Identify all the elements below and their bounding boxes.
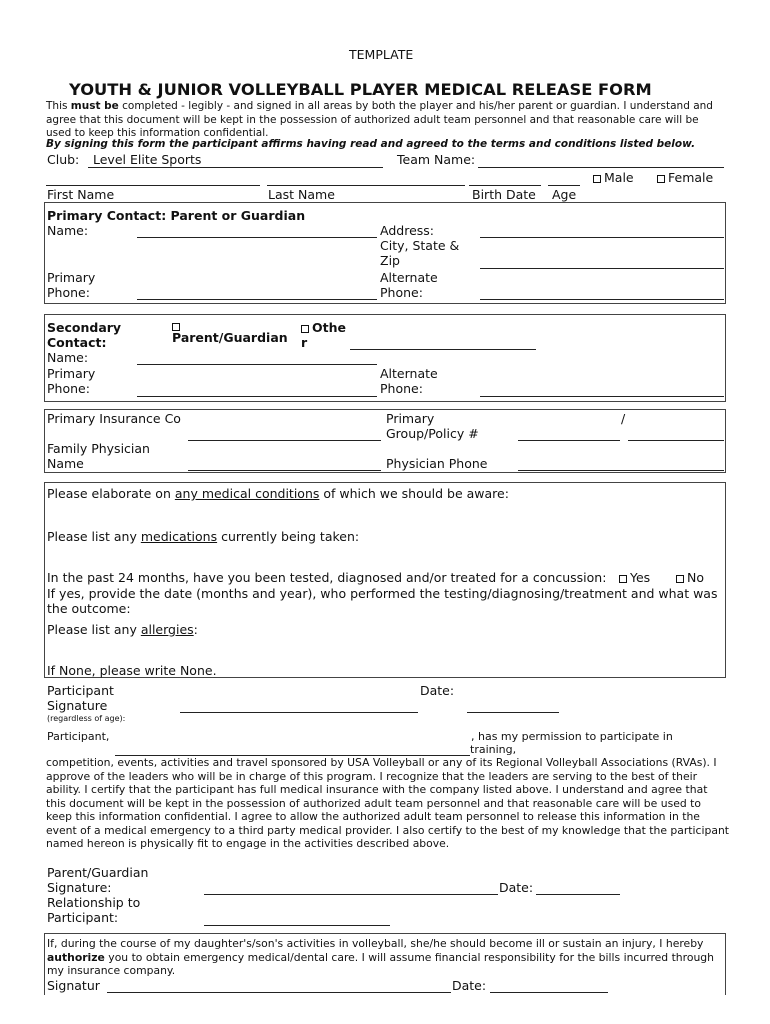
guardian-signature-label: Parent/Guardian xyxy=(47,865,149,880)
secondary-name-field[interactable] xyxy=(137,364,377,365)
concussion-no-checkbox[interactable] xyxy=(676,575,684,583)
guardian-signature-label-2: Signature: xyxy=(47,880,112,895)
address-field[interactable] xyxy=(480,237,724,238)
secondary-name-label: Name: xyxy=(47,350,89,365)
first-name-field[interactable] xyxy=(46,185,260,186)
club-label: Club: xyxy=(47,152,80,167)
template-label: TEMPLATE xyxy=(349,47,414,62)
concussion-followup: If yes, provide the date (months and year), who performed the testing/diagnosing/treatment and what was the outcome: xyxy=(47,586,718,616)
age-label: Age xyxy=(552,187,577,202)
guardian-date-field[interactable] xyxy=(536,894,620,895)
emergency-date-field[interactable] xyxy=(490,992,608,993)
concussion-yes-option[interactable]: Yes xyxy=(619,570,650,585)
signature-age-note: (regardless of age): xyxy=(47,714,126,723)
permission-participant-label: Participant, xyxy=(47,730,110,743)
secondary-phone-field[interactable] xyxy=(137,396,377,397)
form-title: YOUTH & JUNIOR VOLLEYBALL PLAYER MEDICAL RELEASE FORM xyxy=(69,80,652,99)
city-state-label: City, State & xyxy=(380,238,460,253)
club-value[interactable]: Level Elite Sports xyxy=(93,152,202,167)
insurance-co-field[interactable] xyxy=(188,440,381,441)
medical-conditions-prompt[interactable]: Please elaborate on any medical conditions of which we should be aware: xyxy=(47,486,509,501)
emergency-authorization-text: If, during the course of my daughter's/son's activities in volleyball, she/he should become ill or sustain an injury, I hereby authorize you to obtain emergency medical/dental care. I will assume financial responsibility for the bills incurred through my insurance company. xyxy=(47,937,714,977)
group-policy-label-2: Group/Policy # xyxy=(386,426,479,441)
primary-name-label: Name: xyxy=(47,223,89,238)
physician-phone-label: Physician Phone xyxy=(386,456,488,471)
secondary-heading: Secondary xyxy=(47,320,122,335)
secondary-phone-label-2: Phone: xyxy=(47,381,90,396)
intro-paragraph: This must be completed - legibly - and signed in all areas by both the player and his/her parent or guardian. I understand and agree that this document will be kept in the possession of authorized adult team personnel and that reasonable care will be used to keep this information confidential. xyxy=(46,100,713,139)
female-option[interactable]: Female xyxy=(657,170,713,185)
medications-prompt[interactable]: Please list any medications currently being taken: xyxy=(47,529,360,544)
age-field[interactable] xyxy=(548,185,580,186)
group-number-field[interactable] xyxy=(518,440,620,441)
male-option[interactable]: Male xyxy=(593,170,634,185)
allergies-prompt[interactable]: Please list any allergies: xyxy=(47,622,198,637)
birth-date-label: Birth Date xyxy=(472,187,536,202)
alternate-phone-label-2: Phone: xyxy=(380,285,423,300)
secondary-alt-field[interactable] xyxy=(480,396,724,397)
permission-training-text: training, xyxy=(470,743,517,756)
guardian-date-label: Date: xyxy=(499,880,534,895)
participant-date-field[interactable] xyxy=(467,712,559,713)
participant-signature-field[interactable] xyxy=(180,712,418,713)
parent-guardian-label: Parent/Guardian xyxy=(172,330,288,345)
team-name-field[interactable] xyxy=(478,167,724,168)
alternate-phone-field[interactable] xyxy=(480,299,724,300)
primary-contact-heading: Primary Contact: Parent or Guardian xyxy=(47,208,306,223)
secondary-heading-2: Contact: xyxy=(47,335,107,350)
primary-name-field[interactable] xyxy=(137,237,377,238)
group-policy-label: Primary xyxy=(386,411,435,426)
secondary-alt-label-2: Phone: xyxy=(380,381,423,396)
physician-label: Family Physician xyxy=(47,441,150,456)
emergency-signature-field[interactable] xyxy=(107,992,451,993)
last-name-label: Last Name xyxy=(268,187,335,202)
physician-name-field[interactable] xyxy=(188,470,381,471)
city-state-zip-field[interactable] xyxy=(480,268,724,269)
first-name-label: First Name xyxy=(47,187,115,202)
guardian-signature-field[interactable] xyxy=(204,894,498,895)
policy-slash: / xyxy=(621,411,626,426)
last-name-field[interactable] xyxy=(267,185,465,186)
participant-date-label: Date: xyxy=(420,683,455,698)
participant-signature-label-2: Signature xyxy=(47,698,108,713)
permission-body: competition, events, activities and travel sponsored by USA Volleyball or any of its Regional Volleyball Associations (RVAs). I approve of the leaders who will be in charge of this program. I recognize that the leaders are serving to the best of their ability. I certify that the participant has full medical insurance with the company listed above. I understand and agree that this document will be kept in the possession of authorized adult team personnel and that reasonable care will be used to keep this information confidential. I agree to allow the authorized adult team personnel to release this information in the event of a medical emergency to a third party medical provider. I also certify to the best of my knowledge that the participant named hereon is physically fit to engage in the activities described above. xyxy=(46,756,730,850)
alternate-phone-label: Alternate xyxy=(380,270,438,285)
concussion-yes-checkbox[interactable] xyxy=(619,575,627,583)
zip-label: Zip xyxy=(380,253,400,268)
other-option[interactable]: Othe xyxy=(301,320,346,335)
emergency-date-label: Date: xyxy=(452,978,487,993)
physician-label-2: Name xyxy=(47,456,84,471)
other-field[interactable] xyxy=(350,349,536,350)
primary-phone-field[interactable] xyxy=(137,299,377,300)
male-checkbox[interactable] xyxy=(593,175,601,183)
concussion-question: In the past 24 months, have you been tested, diagnosed and/or treated for a concussion: xyxy=(47,570,607,585)
other-label-2: r xyxy=(301,335,308,350)
permission-has-text: , has my permission to participate in xyxy=(471,730,673,743)
address-label: Address: xyxy=(380,223,434,238)
participant-signature-label: Participant xyxy=(47,683,114,698)
female-checkbox[interactable] xyxy=(657,175,665,183)
relationship-field[interactable] xyxy=(204,925,390,926)
policy-number-field[interactable] xyxy=(628,440,724,441)
emergency-signature-label: Signatur xyxy=(47,978,100,993)
insurance-co-label: Primary Insurance Co xyxy=(47,411,181,426)
team-name-label: Team Name: xyxy=(397,152,476,167)
other-checkbox[interactable] xyxy=(301,325,309,333)
secondary-phone-label: Primary xyxy=(47,366,96,381)
primary-phone-label-2: Phone: xyxy=(47,285,90,300)
relationship-label: Relationship to xyxy=(47,895,141,910)
club-line xyxy=(88,167,383,168)
affirmation: By signing this form the participant affirms having read and agreed to the terms and conditions listed below. xyxy=(46,138,696,150)
none-instruction: If None, please write None. xyxy=(47,663,217,678)
secondary-alt-label: Alternate xyxy=(380,366,438,381)
concussion-no-option[interactable]: No xyxy=(676,570,704,585)
primary-phone-label: Primary xyxy=(47,270,96,285)
physician-phone-field[interactable] xyxy=(518,470,724,471)
birth-date-field[interactable] xyxy=(469,185,541,186)
relationship-label-2: Participant: xyxy=(47,910,119,925)
